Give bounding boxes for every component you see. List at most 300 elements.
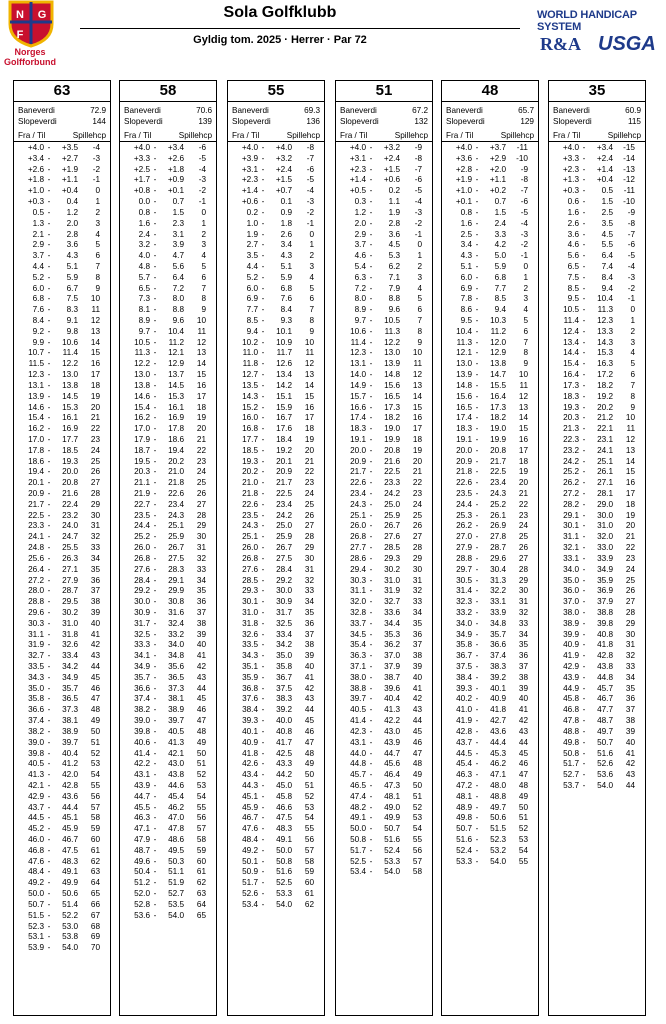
playing-hcp: 10 — [90, 294, 100, 304]
range-from: 4.6 — [354, 251, 366, 261]
playing-hcp: 45 — [412, 726, 422, 736]
range-from: 13.0 — [456, 359, 472, 369]
range-to: 19.4 — [168, 445, 184, 455]
table-row — [340, 219, 430, 230]
tee-ratings — [14, 102, 110, 127]
playing-hcp: 25 — [625, 575, 635, 585]
range-to: 49.1 — [276, 835, 292, 844]
range-to: 48.7 — [597, 716, 613, 726]
table-row — [446, 803, 536, 814]
range-to: 36.9 — [597, 586, 613, 596]
playing-hcp: 14 — [518, 413, 528, 423]
table-row — [124, 716, 214, 727]
range-to: +0.2 — [489, 186, 506, 196]
range-to: 38.7 — [384, 672, 400, 682]
playing-hcp: 58 — [196, 835, 206, 844]
range-dash: - — [153, 186, 157, 196]
playing-hcp: 21 — [412, 467, 422, 477]
playing-hcp: 41 — [518, 705, 528, 715]
range-from: 38.8 — [350, 683, 366, 693]
range-dash: - — [261, 607, 265, 617]
playing-hcp: 32 — [625, 651, 635, 661]
range-dash: - — [153, 543, 157, 553]
range-dash: - — [582, 586, 586, 596]
range-to: 32.5 — [276, 618, 292, 628]
playing-hcp: 4 — [309, 272, 314, 282]
range-dash: - — [475, 467, 479, 477]
range-dash: - — [153, 467, 157, 477]
range-dash: - — [475, 305, 479, 315]
playing-hcp: -5 — [520, 207, 528, 217]
table-row — [232, 370, 322, 381]
playing-hcp: 31 — [196, 543, 206, 553]
range-dash: - — [475, 586, 479, 596]
range-dash: - — [582, 597, 586, 607]
range-from: 37.4 — [28, 716, 44, 726]
playing-hcp: 26 — [304, 510, 314, 520]
range-dash: - — [475, 370, 479, 380]
playing-hcp: 35 — [625, 683, 635, 693]
table-row — [340, 554, 430, 565]
range-to: 44.8 — [597, 672, 613, 682]
range-from: 35.1 — [242, 662, 258, 671]
range-dash: - — [47, 272, 51, 282]
baneverdi-value: 70.6 — [196, 106, 212, 115]
range-dash: - — [475, 845, 479, 855]
range-to: 40.8 — [276, 726, 292, 736]
range-dash: - — [475, 835, 479, 844]
table-row — [553, 381, 643, 392]
playing-hcp: 33 — [304, 586, 314, 596]
range-from: 13.8 — [134, 380, 150, 390]
table-row — [446, 197, 536, 208]
range-dash: - — [369, 651, 373, 661]
playing-hcp: 8 — [523, 348, 528, 358]
range-from: 49.6 — [134, 856, 150, 866]
range-dash: - — [153, 899, 157, 909]
table-row — [18, 813, 108, 824]
range-from: 51.6 — [456, 835, 472, 844]
range-from: 15.4 — [134, 402, 150, 412]
range-to: +3.2 — [275, 153, 292, 163]
range-from: 34.9 — [456, 629, 472, 639]
range-from: 38.4 — [242, 705, 258, 715]
playing-hcp: 25 — [518, 532, 528, 542]
range-dash: - — [47, 380, 51, 390]
table-row — [340, 640, 430, 651]
range-to: 16.3 — [597, 359, 613, 369]
range-to: 51.4 — [62, 899, 78, 909]
table-row — [553, 694, 643, 705]
slopeverdi-value: 115 — [627, 117, 641, 126]
playing-hcp: 39 — [518, 683, 528, 693]
table-row — [232, 175, 322, 186]
table-row — [124, 770, 214, 781]
table-row — [18, 684, 108, 695]
table-row — [232, 316, 322, 327]
playing-hcp: 5 — [523, 316, 528, 325]
table-row — [553, 586, 643, 597]
range-dash: - — [582, 153, 586, 163]
range-from: 25.3 — [456, 510, 472, 520]
range-to: 20.0 — [62, 467, 78, 477]
playing-hcp: 9 — [417, 337, 422, 347]
range-from: 23.5 — [242, 510, 258, 520]
playing-hcp: -6 — [306, 164, 314, 174]
range-from: +2.5 — [133, 164, 150, 174]
table-row — [124, 651, 214, 662]
table-row — [18, 792, 108, 803]
playing-hcp: 20 — [412, 456, 422, 466]
playing-hcp: 40 — [518, 694, 528, 704]
playing-hcp: 32 — [90, 532, 100, 542]
range-to: 54.0 — [168, 910, 184, 920]
range-dash: - — [261, 478, 265, 488]
table-row — [553, 597, 643, 608]
table-row — [553, 662, 643, 673]
range-dash: - — [475, 413, 479, 423]
table-row — [232, 294, 322, 305]
range-from: 28.4 — [134, 575, 150, 585]
range-dash: - — [47, 370, 51, 380]
range-to: 34.8 — [490, 618, 506, 628]
range-dash: - — [153, 770, 157, 780]
range-from: 12.1 — [456, 348, 472, 358]
range-dash: - — [47, 705, 51, 715]
range-from: 0.0 — [138, 197, 150, 207]
range-dash: - — [475, 240, 479, 250]
playing-hcp: 35 — [196, 586, 206, 596]
table-row — [340, 338, 430, 349]
playing-hcp: 17 — [304, 413, 314, 423]
table-row — [124, 186, 214, 197]
playing-hcp: 37 — [518, 662, 528, 671]
range-to: 20.8 — [62, 478, 78, 488]
range-to: 40.4 — [62, 748, 78, 758]
range-to: 14.7 — [490, 370, 506, 380]
table-row — [446, 186, 536, 197]
range-from: 24.3 — [242, 521, 258, 531]
table-row — [124, 521, 214, 532]
range-dash: - — [369, 467, 373, 477]
range-from: 38.9 — [563, 618, 579, 628]
range-to: 6.2 — [388, 261, 400, 271]
table-row — [553, 143, 643, 154]
range-from: 22.6 — [350, 478, 366, 488]
table-row — [553, 705, 643, 716]
range-dash: - — [261, 575, 265, 585]
table-row — [553, 208, 643, 219]
table-row — [446, 651, 536, 662]
range-from: 47.8 — [563, 716, 579, 726]
table-row — [124, 489, 214, 500]
range-to: 24.2 — [384, 489, 400, 498]
range-from: 18.7 — [134, 445, 150, 455]
table-row — [124, 781, 214, 792]
range-from: 25.6 — [28, 553, 44, 563]
table-row — [124, 586, 214, 597]
range-to: 21.7 — [276, 478, 292, 488]
range-to: 30.0 — [597, 510, 613, 520]
range-dash: - — [261, 629, 265, 639]
playing-hcp: 34 — [304, 597, 314, 607]
table-row — [18, 489, 108, 500]
range-to: 5.0 — [494, 251, 506, 261]
range-to: 34.4 — [384, 618, 400, 628]
range-to: 5.3 — [388, 251, 400, 261]
playing-hcp: 0 — [523, 261, 528, 271]
range-to: 17.8 — [168, 424, 184, 434]
playing-hcp: 2 — [630, 326, 635, 336]
range-from: 4.3 — [460, 251, 472, 261]
range-dash: - — [261, 197, 265, 207]
range-to: 13.8 — [62, 380, 78, 390]
range-from: 15.7 — [350, 391, 366, 401]
table-row — [553, 576, 643, 587]
range-dash: - — [582, 770, 586, 780]
table-row — [124, 316, 214, 327]
range-dash: - — [153, 694, 157, 704]
range-dash: - — [475, 283, 479, 293]
playing-hcp: -9 — [627, 207, 635, 217]
table-row — [340, 727, 430, 738]
table-row — [553, 716, 643, 727]
range-dash: - — [47, 586, 51, 596]
range-to: 24.0 — [62, 521, 78, 531]
range-from: 48.8 — [563, 726, 579, 736]
range-to: 3.1 — [172, 229, 184, 239]
range-dash: - — [369, 380, 373, 390]
range-dash: - — [153, 261, 157, 271]
range-from: 14.9 — [350, 380, 366, 390]
range-to: 19.3 — [62, 456, 78, 466]
table-row — [446, 824, 536, 835]
range-dash: - — [369, 845, 373, 855]
range-from: 39.7 — [350, 694, 366, 704]
table-row — [124, 889, 214, 900]
range-to: 15.3 — [62, 402, 78, 412]
range-dash: - — [261, 370, 265, 380]
range-to: 35.9 — [597, 575, 613, 585]
range-to: 2.8 — [388, 218, 400, 228]
range-from: 4.6 — [567, 240, 579, 250]
table-row — [340, 532, 430, 543]
range-from: 32.0 — [350, 597, 366, 607]
range-to: 38.3 — [490, 662, 506, 671]
range-to: 0.5 — [601, 186, 613, 196]
range-to: 37.9 — [384, 662, 400, 671]
playing-hcp: 25 — [412, 510, 422, 520]
range-dash: - — [47, 726, 51, 736]
range-dash: - — [261, 521, 265, 531]
playing-hcp: 10 — [625, 413, 635, 423]
range-dash: - — [47, 305, 51, 315]
playing-hcp: 29 — [412, 553, 422, 563]
range-dash: - — [475, 391, 479, 401]
range-to: 49.9 — [62, 878, 78, 888]
range-dash: - — [261, 305, 265, 315]
range-to: 26.7 — [276, 543, 292, 553]
baneverdi-label: Baneverdi — [446, 106, 483, 115]
range-to: 10.4 — [597, 294, 613, 304]
playing-hcp: 55 — [304, 824, 314, 834]
table-row — [18, 392, 108, 403]
playing-hcp: 33 — [90, 543, 100, 553]
table-row — [340, 316, 430, 327]
table-row — [340, 770, 430, 781]
playing-hcp: 49 — [196, 737, 206, 747]
range-dash: - — [47, 316, 51, 325]
range-from: 21.0 — [242, 478, 258, 488]
playing-hcp: 39 — [304, 651, 314, 661]
table-row — [340, 673, 430, 684]
range-from: 29.7 — [456, 564, 472, 574]
range-from: 42.6 — [242, 759, 258, 769]
table-row — [18, 316, 108, 327]
playing-hcp: 48 — [412, 759, 422, 769]
range-from: 7.7 — [246, 305, 258, 315]
playing-hcp: 46 — [196, 705, 206, 715]
range-to: 40.5 — [168, 726, 184, 736]
range-from: 27.0 — [456, 532, 472, 542]
range-to: 41.3 — [384, 705, 400, 715]
range-from: 5.4 — [354, 261, 366, 271]
range-from: 44.5 — [456, 748, 472, 758]
range-dash: - — [153, 802, 157, 812]
range-from: 34.3 — [28, 672, 44, 682]
table-row — [18, 262, 108, 273]
playing-hcp: 15 — [304, 391, 314, 401]
playing-hcp: -5 — [414, 186, 422, 196]
table-row — [553, 392, 643, 403]
range-from: 36.3 — [350, 651, 366, 661]
table-row — [340, 543, 430, 554]
playing-hcp: 19 — [625, 510, 635, 520]
table-row — [124, 219, 214, 230]
range-dash: - — [475, 770, 479, 780]
range-dash: - — [369, 867, 373, 877]
range-from: 45.8 — [563, 694, 579, 704]
range-from: 52.8 — [134, 899, 150, 909]
range-to: 1.5 — [494, 207, 506, 217]
range-dash: - — [47, 878, 51, 888]
table-row — [340, 846, 430, 857]
range-to: 5.6 — [172, 261, 184, 271]
playing-hcp: 47 — [304, 737, 314, 747]
range-to: +3.2 — [383, 143, 400, 152]
range-from: 6.3 — [354, 272, 366, 282]
range-to: 10.5 — [384, 316, 400, 325]
range-to: 5.9 — [494, 261, 506, 271]
table-row — [232, 413, 322, 424]
playing-hcp: 14 — [196, 359, 206, 369]
range-from: 10.2 — [242, 337, 258, 347]
range-from: 27.6 — [242, 564, 258, 574]
range-from: 22.5 — [28, 510, 44, 520]
range-to: 24.2 — [276, 510, 292, 520]
table-row — [18, 867, 108, 878]
range-from: 31.4 — [456, 586, 472, 596]
range-dash: - — [582, 197, 586, 207]
range-from: 20.2 — [242, 467, 258, 477]
range-from: 42.1 — [28, 780, 44, 790]
range-from: +0.3 — [27, 197, 44, 207]
range-from: 33.5 — [242, 640, 258, 650]
table-row — [232, 543, 322, 554]
playing-hcp: -6 — [627, 240, 635, 250]
range-dash: - — [582, 218, 586, 228]
range-from: 8.9 — [138, 316, 150, 325]
range-to: 7.9 — [388, 283, 400, 293]
playing-hcp: 56 — [412, 845, 422, 855]
baneverdi-value: 72.9 — [90, 106, 106, 115]
playing-hcp: -10 — [623, 197, 635, 207]
range-from: 32.7 — [28, 651, 44, 661]
playing-hcp: 45 — [304, 716, 314, 726]
range-from: 47.1 — [134, 824, 150, 834]
range-from: 49.8 — [456, 813, 472, 823]
playing-hcp: 3 — [630, 337, 635, 347]
range-to: 33.6 — [384, 607, 400, 617]
playing-hcp: 22 — [196, 445, 206, 455]
playing-hcp: -14 — [623, 153, 635, 163]
range-from: 37.5 — [456, 662, 472, 671]
range-to: 14.2 — [276, 380, 292, 390]
range-to: 32.4 — [168, 618, 184, 628]
range-dash: - — [369, 294, 373, 304]
playing-hcp: 10 — [304, 337, 314, 347]
spillehcp-label: Spillehcp — [500, 131, 534, 140]
range-from: +3.1 — [349, 153, 366, 163]
range-from: 10.6 — [350, 326, 366, 336]
range-dash: - — [261, 867, 265, 877]
range-from: 21.3 — [563, 424, 579, 434]
range-dash: - — [475, 229, 479, 239]
range-to: 18.2 — [384, 413, 400, 423]
range-from: 40.9 — [563, 640, 579, 650]
range-from: 45.4 — [456, 759, 472, 769]
table-row — [18, 727, 108, 738]
hcp-table — [336, 142, 432, 878]
playing-hcp: 30 — [412, 564, 422, 574]
range-dash: - — [369, 748, 373, 758]
range-to: 54.0 — [384, 867, 400, 877]
playing-hcp: 54 — [304, 813, 314, 823]
fra-til-label: Fra / Til — [340, 131, 368, 140]
table-row — [18, 467, 108, 478]
range-from: 26.4 — [28, 564, 44, 574]
range-to: 43.8 — [168, 770, 184, 780]
range-from: 42.2 — [134, 759, 150, 769]
range-from: 9.7 — [354, 316, 366, 325]
table-row — [124, 662, 214, 673]
range-to: 54.0 — [276, 899, 292, 909]
range-dash: - — [475, 402, 479, 412]
playing-hcp: 27 — [196, 499, 206, 509]
playing-hcp: 2 — [523, 283, 528, 293]
playing-hcp: 54 — [196, 791, 206, 801]
playing-hcp: 27 — [304, 521, 314, 531]
range-to: 43.6 — [62, 791, 78, 801]
range-to: 47.8 — [168, 824, 184, 834]
range-dash: - — [153, 651, 157, 661]
range-from: 44.3 — [242, 780, 258, 790]
range-to: 45.4 — [168, 791, 184, 801]
playing-hcp: 23 — [518, 510, 528, 520]
table-row — [18, 889, 108, 900]
range-to: 11.7 — [276, 348, 292, 358]
playing-hcp: 20 — [625, 521, 635, 531]
